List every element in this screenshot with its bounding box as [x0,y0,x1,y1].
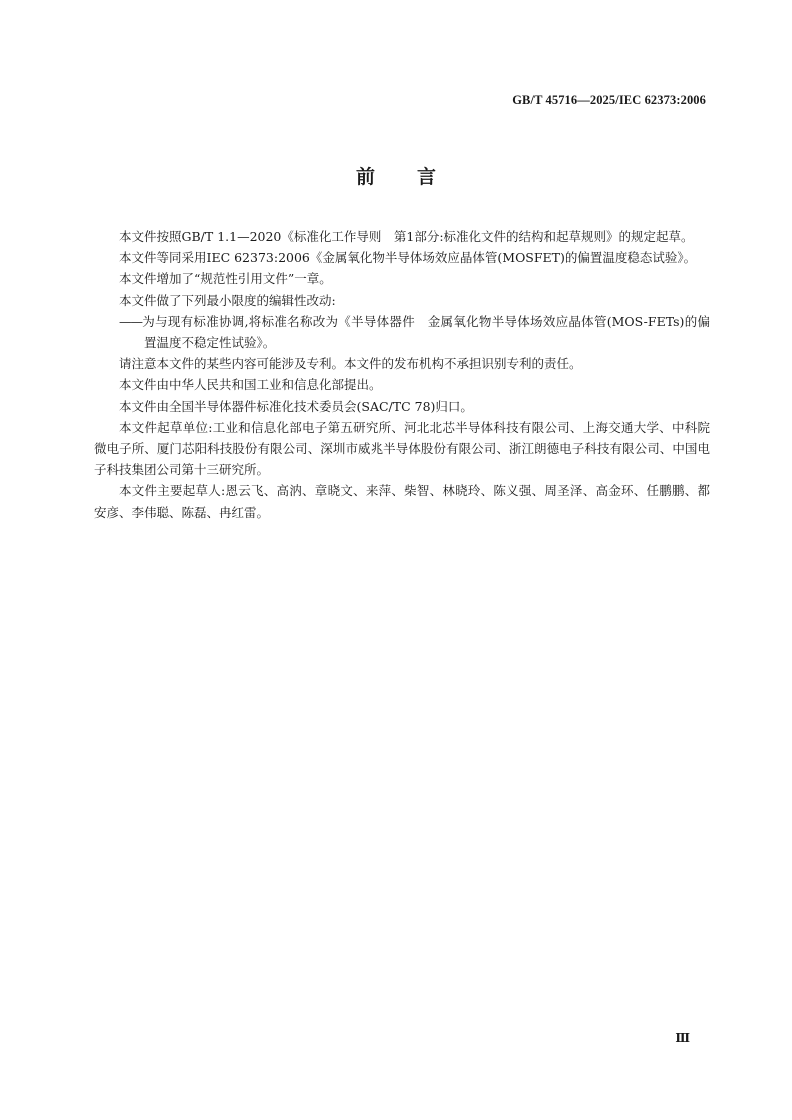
paragraph-added-chapter: 本文件增加了“规范性引用文件”一章。 [119,271,332,287]
dash-marker: —— [119,313,142,329]
paragraph-proposed-by: 本文件由中华人民共和国工业和信息化部提出。 [119,377,382,393]
paragraph-adoption: 本文件等同采用IEC 62373:2006《金属氧化物半导体场效应晶体管(MOSFET)的偏置温度稳态试验》。 [119,250,697,266]
page-title: 前言 [355,166,478,188]
editorial-change-item [94,311,710,353]
page-number: Ⅲ [675,1031,690,1045]
paragraph-centralized-by: 本文件由全国半导体器件标准化技术委员会(SAC/TC 78)归口。 [119,398,473,414]
paragraph-editorial-changes: 本文件做了下列最小限度的编辑性改动: [119,292,336,308]
paragraph-patent-notice: 请注意本文件的某些内容可能涉及专利。本文件的发布机构不承担识别专利的责任。 [119,356,582,372]
foreword-body [94,226,710,523]
paragraph-drafters: 本文件主要起草人:恩云飞、高汭、章晓文、来萍、柴智、林晓玲、陈义强、周圣泽、高金环、任鹏鹏、都安彦、李伟聪、陈磊、冉红雷。 [94,483,710,520]
paragraph-drafting-rules: 本文件按照GB/T 1.1—2020《标准化工作导则 第1部分:标准化文件的结构和起草规则》的规定起草。 [119,229,694,244]
paragraph-drafting-units: 本文件起草单位:工业和信息化部电子第五研究所、河北北芯半导体科技有限公司、上海交通大学、中科院微电子所、厦门芯阳科技股份有限公司、深圳市威兆半导体股份有限公司、浙江朗德电子科技有限公司、中国电子科技集团公司第十三研究所。 [94,419,710,478]
editorial-change-text: 为与现有标准协调,将标准名称改为《半导体器件 金属氧化物半导体场效应晶体管(MOS-FETs)的偏置温度不稳定性试验》。 [142,313,710,351]
standard-code-header: GB/T 45716—2025/IEC 62373:2006 [512,93,706,107]
